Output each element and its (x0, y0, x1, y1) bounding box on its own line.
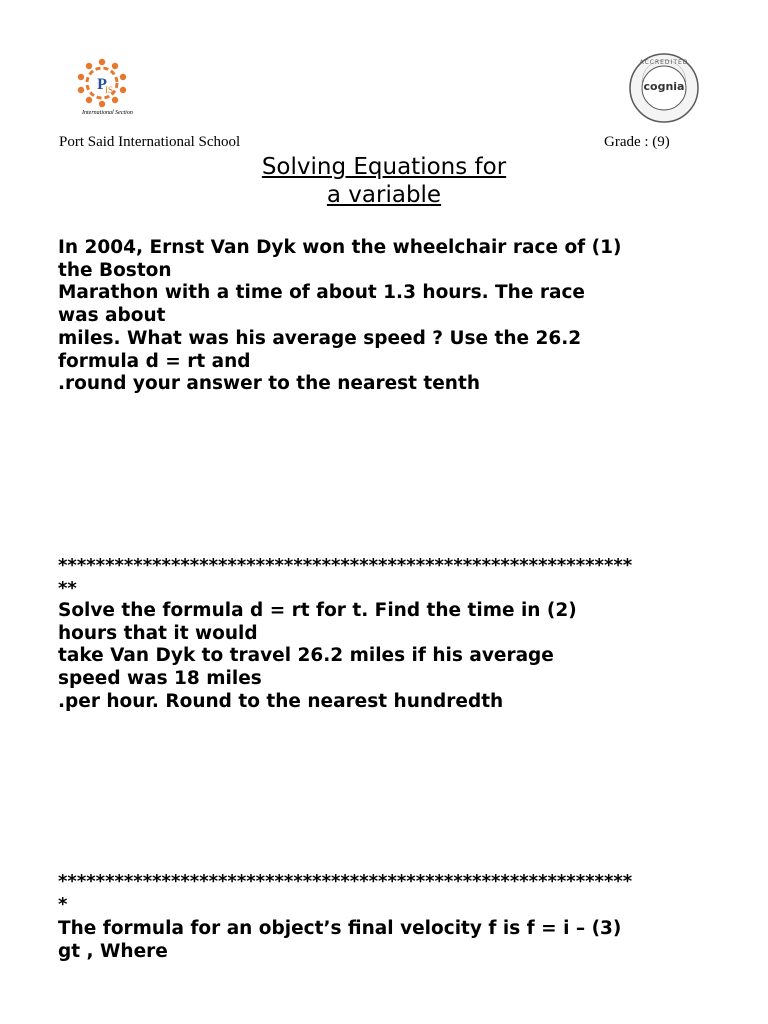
question-1-line: miles. What was his average speed ? Use the 26.2 (58, 327, 582, 349)
seal-top-text: ACCREDITED (639, 59, 689, 66)
question-2-line: .per hour. Round to the nearest hundredth (58, 690, 504, 712)
seal-brand: cognia (643, 80, 685, 93)
question-2-line: take Van Dyk to travel 26.2 miles if his average (58, 645, 554, 667)
question-1-line: Marathon with a time of about 1.3 hours. The race (58, 282, 585, 304)
question-3 (58, 918, 738, 963)
question-1-line: formula d = rt and (58, 350, 251, 372)
title-line-1: Solving Equations for (261, 154, 507, 180)
separator-1-line: ** (58, 577, 77, 599)
separator-2-line: * (58, 893, 68, 915)
separator-1-line: ************************************************************* (58, 555, 633, 576)
separator-2 (58, 871, 632, 916)
question-2-line: Solve the formula d = rt for t. Find the time in (2) (58, 600, 577, 621)
question-1-line: .round your answer to the nearest tenth (58, 373, 480, 395)
question-1-line: was about (58, 305, 166, 327)
svg-text:P: P (97, 76, 107, 93)
question-3-line: gt , Where (58, 940, 168, 962)
svg-text:IS: IS (104, 85, 114, 95)
separator-1 (58, 555, 632, 600)
school-name: Port Said International School (59, 134, 241, 150)
page-title (0, 153, 768, 209)
separator-2-line: ************************************************************* (58, 871, 633, 892)
school-logo (62, 56, 142, 120)
question-1 (58, 237, 738, 396)
question-1-line: the Boston (58, 259, 172, 281)
question-1-line: In 2004, Ernst Van Dyk won the wheelchair race of (1) (58, 237, 622, 258)
accreditation-seal (628, 52, 700, 124)
question-2-line: hours that it would (58, 622, 258, 644)
question-2 (58, 600, 738, 714)
question-3-line: The formula for an object’s final velocity f is f = i – (3) (58, 918, 622, 939)
grade-label: Grade : (9) (604, 134, 670, 150)
title-line-2: a variable (326, 182, 442, 208)
logo-caption: International Section (82, 110, 133, 116)
question-2-line: speed was 18 miles (58, 668, 262, 690)
